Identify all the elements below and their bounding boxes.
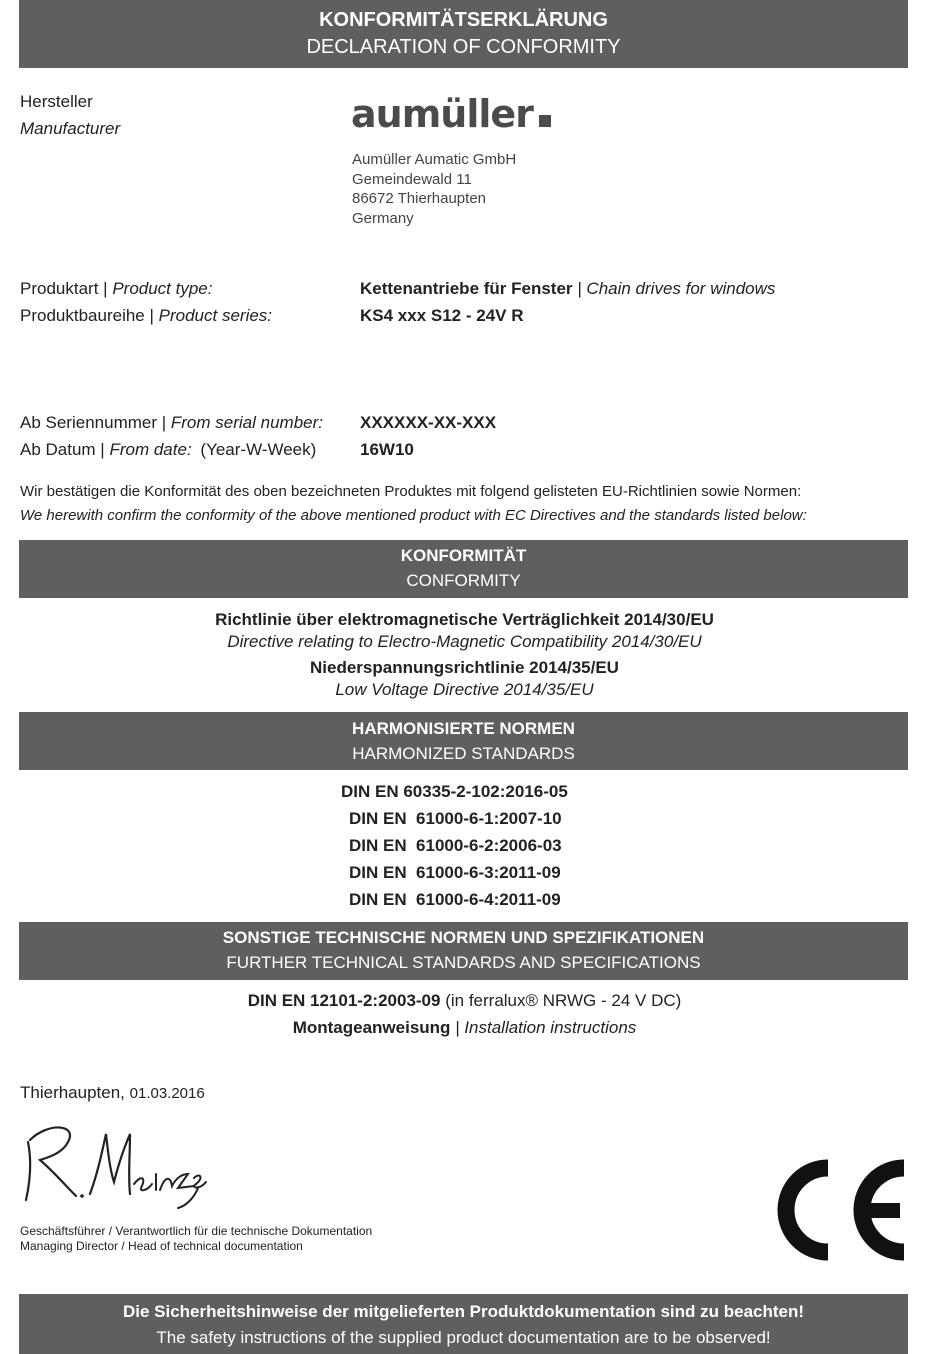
address-line: Germany [352, 209, 414, 227]
directive-lvd-de: Niederspannungsrichtlinie 2014/35/EU [310, 658, 619, 677]
signatory-role-en: Managing Director / Head of technical documentation [20, 1239, 303, 1253]
confirm-text-de: Wir bestätigen die Konformität des oben bezeichneten Produktes mit folgend gelisteten EU-Richtlinien sowie Normen: [20, 483, 802, 500]
manufacturer-label-de: Hersteller [20, 92, 93, 111]
harmonized-title-en: HARMONIZED STANDARDS [352, 744, 575, 763]
header-title-en: DECLARATION OF CONFORMITY [306, 36, 621, 58]
product-series-label [20, 306, 272, 326]
standard-item: DIN EN 61000-6-2:2006-03 [349, 836, 562, 855]
serial-label-en: From serial number: [170, 413, 323, 432]
address-line: Aumüller Aumatic GmbH [352, 151, 517, 168]
logo-square [539, 115, 551, 127]
date-value: 16W10 [360, 440, 414, 459]
logo-wordmark: aumüller [351, 92, 533, 136]
installation-label-de: Montageanweisung [292, 1018, 451, 1037]
installation-line [0, 1018, 929, 1038]
ce-mark-drawing [766, 1150, 910, 1270]
further-title-en: FURTHER TECHNICAL STANDARDS AND SPECIFICATIONS [226, 953, 701, 972]
signature-place: Thierhaupten, [20, 1083, 125, 1102]
serial-label-de: Ab Seriennummer | [20, 413, 167, 432]
conformity-title-en: CONFORMITY [406, 571, 521, 590]
product-type-value [360, 279, 775, 299]
date-label-en: From date: [109, 440, 192, 459]
directive-emc-de: Richtlinie über elektromagnetische Verträglichkeit 2014/30/EU [215, 610, 714, 629]
serial-value: XXXXXX-XX-XXX [360, 413, 497, 432]
product-series-value: KS4 xxx S12 - 24V R [360, 306, 524, 325]
installation-label-en: | Installation instructions [455, 1018, 637, 1037]
standard-item: DIN EN 61000-6-4:2011-09 [349, 890, 561, 909]
further-title-de: SONSTIGE TECHNISCHE NORMEN UND SPEZIFIKATIONEN [222, 928, 705, 947]
header-band [19, 0, 908, 68]
confirm-text-en: We herewith confirm the conformity of the above mentioned product with EC Directives and the standards listed below: [20, 507, 807, 524]
product-series-label-de: Produktbaureihe | [20, 306, 154, 325]
conformity-title-de: KONFORMITÄT [400, 546, 527, 565]
company-logo [351, 92, 551, 136]
signature-drawing [18, 1112, 208, 1212]
standard-item: DIN EN 61000-6-1:2007-10 [349, 809, 562, 828]
product-type-label [20, 279, 212, 299]
date-format: (Year-W-Week) [200, 440, 317, 459]
footer-safety-de: Die Sicherheitshinweise der mitgelieferten Produktdokumentation sind zu beachten! [122, 1302, 805, 1321]
product-type-label-en: Product type: [112, 279, 213, 298]
product-series-label-en: Product series: [158, 306, 273, 325]
serial-label [20, 413, 323, 433]
standard-item: DIN EN 60335-2-102:2016-05 [341, 782, 568, 801]
conformity-band [19, 540, 908, 598]
product-type-value-de: Kettenantriebe für Fenster [360, 279, 573, 298]
directive-emc-en: Directive relating to Electro-Magnetic Compatibility 2014/30/EU [227, 632, 702, 651]
standard-item: DIN EN 61000-6-3:2011-09 [349, 863, 561, 882]
header-title-de: KONFORMITÄTSERKLÄRUNG [319, 9, 608, 31]
harmonized-title-de: HARMONISIERTE NORMEN [352, 719, 575, 738]
signatory-role-de: Geschäftsführer / Verantwortlich für die technische Dokumentation [20, 1224, 373, 1238]
place-date [20, 1083, 205, 1103]
further-standard-line [0, 991, 929, 1011]
further-standard-code: DIN EN 12101-2:2003-09 [247, 991, 441, 1010]
manufacturer-address [352, 150, 516, 228]
date-label [20, 440, 316, 460]
ce-mark-icon [766, 1150, 910, 1270]
footer-band [19, 1294, 908, 1354]
manufacturer-label-en: Manufacturer [20, 119, 121, 138]
date-label-de: Ab Datum | [20, 440, 105, 459]
handwritten-signature [18, 1112, 208, 1212]
directive-lvd-en: Low Voltage Directive 2014/35/EU [335, 680, 594, 699]
further-standard-note: (in ferralux® NRWG - 24 V DC) [445, 991, 682, 1010]
address-line: Gemeindewald 11 [352, 170, 472, 188]
signature-date: 01.03.2016 [129, 1085, 205, 1102]
product-type-value-en: | Chain drives for windows [577, 279, 776, 298]
product-type-label-de: Produktart | [20, 279, 108, 298]
address-line: 86672 Thierhaupten [352, 190, 487, 207]
harmonized-band [19, 712, 908, 770]
further-band [19, 922, 908, 980]
footer-safety-en: The safety instructions of the supplied product documentation are to be observed! [156, 1328, 771, 1347]
